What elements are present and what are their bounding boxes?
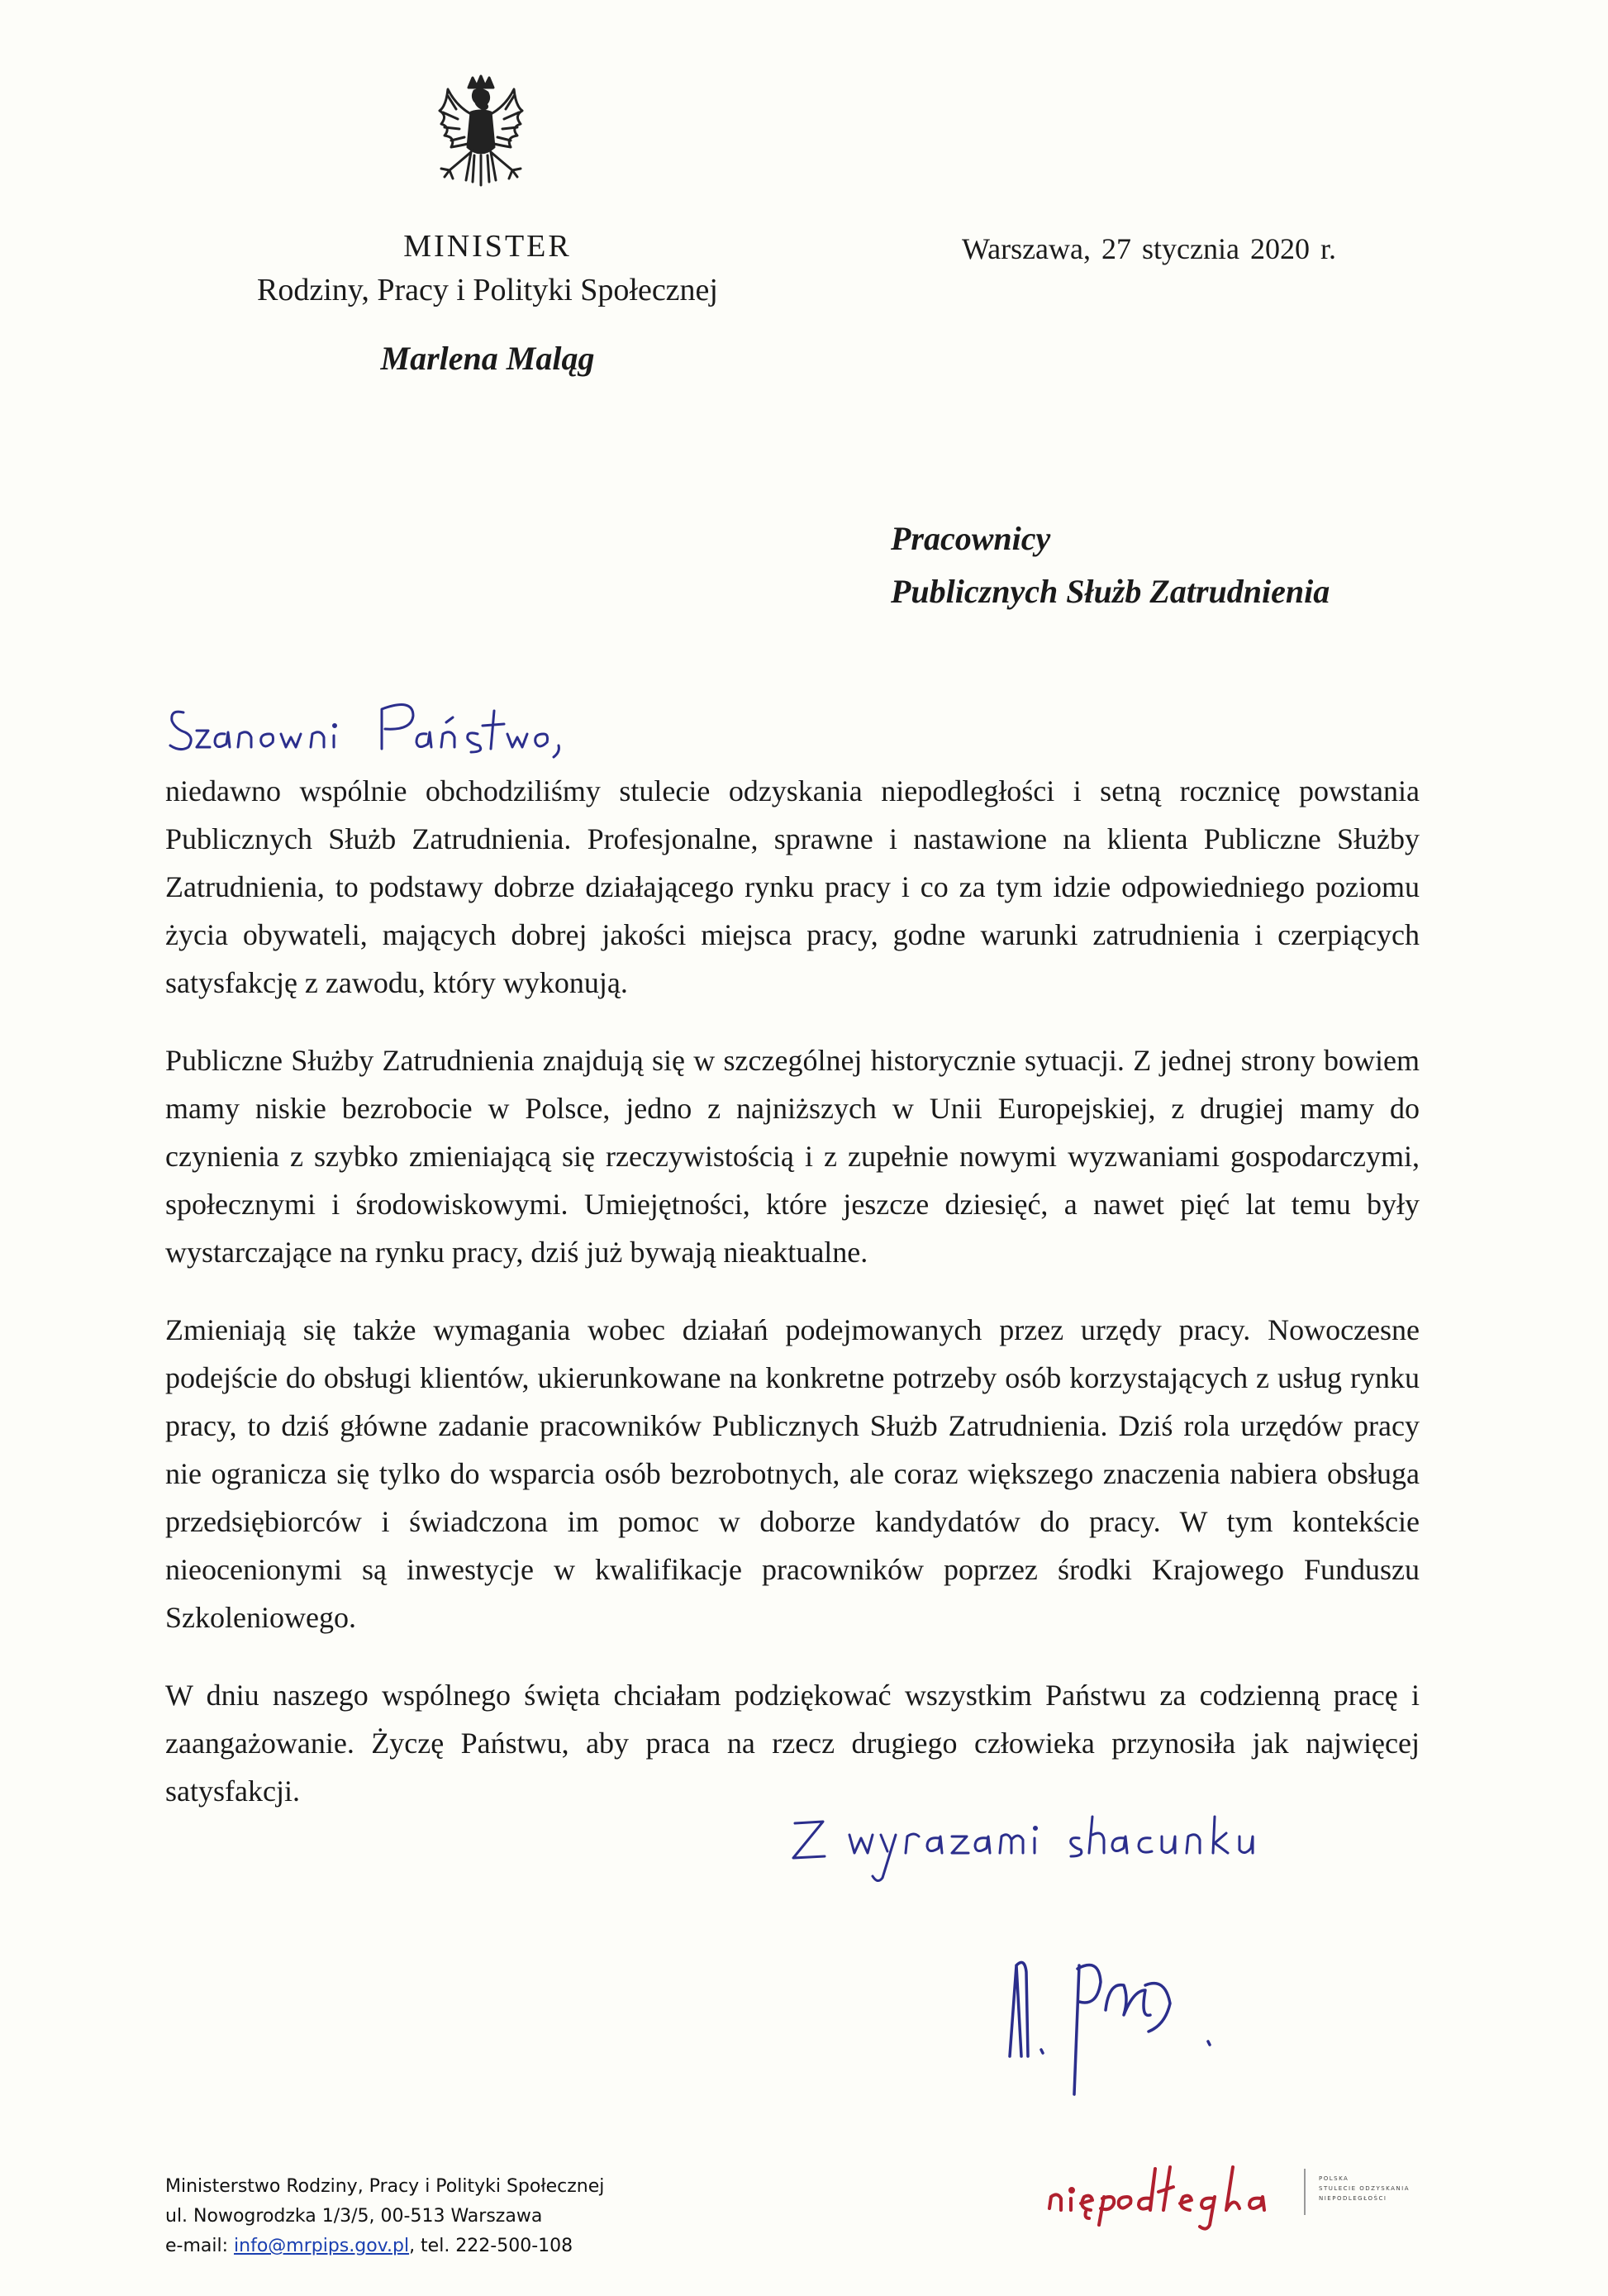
footer-address: ul. Nowogrodzka 1/3/5, 00-513 Warszawa bbox=[165, 2206, 543, 2227]
body-paragraph-3: Zmieniają się także wymagania wobec działań podejmowanych przez urzędy pracy. Nowoczesne podejście do obsługi klientów, ukierunkowane na konkretne potrzeby osób korzystających z usług rynku pracy, to dziś główne zadanie pracowników Publicznych Służb Zatrudnienia. Dziś rola urzędów pracy nie ogranicza się tylko do wsparcia osób bezrobotnych, ale coraz większego znaczenia nabiera obsługa przedsiębiorców i świadczona im pomoc w doborze kandydatów do pracy. W tym kontekście nieocenionymi są inwestycje w kwalifikacje pracowników poprzez środki Krajowego Funduszu Szkoleniowego. bbox=[165, 1313, 1420, 1634]
niepodlegla-wordmark-icon bbox=[1044, 2146, 1292, 2236]
footer-email-label: e-mail: bbox=[165, 2236, 235, 2256]
logo-caption-line-2: STULECIE ODZYSKANIA bbox=[1319, 2185, 1411, 2192]
letterhead-ministry: Rodziny, Pracy i Polityki Społecznej bbox=[257, 273, 718, 307]
body-paragraph-4: W dniu naszego wspólnego święta chciałam podziękować wszystkim Państwu za codzienną pracę i zaangażowanie. Życzę Państwu, aby praca na rzecz drugiego człowieka przynosiła jak najwięcej satysfakcji. bbox=[165, 1679, 1420, 1808]
body-paragraph-1: niedawno wspólnie obchodziliśmy stulecie odzyskania niepodległości i setną rocznicę powstania Publicznych Służb Zatrudnienia. Profesjonalne, sprawne i nastawione na klienta Publiczne Służby Zatrudnienia, to podstawy dobrze działającego rynku pracy i co za tym idzie odpowiedniego poziomu życia obywateli, mających dobrej jakości miejsca pracy, godne warunki zatrudnienia i czerpiących satysfakcję z zawodu, który wykonują. bbox=[165, 774, 1420, 999]
logo-caption-line-3: NIEPODLEGŁOŚCI bbox=[1319, 2195, 1387, 2202]
letter-date: Warszawa, 27 stycznia 2020 r. bbox=[962, 232, 1336, 265]
footer-phone: , tel. 222-500-108 bbox=[409, 2236, 573, 2256]
handwritten-signature bbox=[1000, 1932, 1223, 2098]
letterhead-title: MINISTER bbox=[403, 229, 572, 264]
polish-eagle-emblem-icon bbox=[423, 73, 539, 213]
logo-caption bbox=[1319, 2174, 1410, 2203]
recipient-line-1: Pracownicy bbox=[891, 520, 1051, 557]
handwritten-closing bbox=[785, 1798, 1297, 1898]
footer-email-link[interactable]: info@mrpips.gov.pl bbox=[234, 2236, 410, 2256]
logo-caption-line-1: POLSKA bbox=[1319, 2175, 1349, 2182]
recipient-line-2: Publicznych Służb Zatrudnienia bbox=[891, 573, 1330, 610]
niepodlegla-logo bbox=[1044, 2146, 1433, 2236]
body-paragraph-2: Publiczne Służby Zatrudnienia znajdują się w szczególnej historycznie sytuacji. Z jednej strony bowiem mamy niskie bezrobocie w Polsce, jedno z najniższych w Unii Europejskiej, z drugiej mamy do czynienia z szybko zmieniającą się rzeczywistością i z zupełnie nowymi wyzwaniami gospodarczymi, społecznymi i środowiskowymi. Umiejętności, które jeszcze dziesięć, a nawet pięć lat temu były wystarczające na rynku pracy, dziś już bywają nieaktualne. bbox=[165, 1044, 1420, 1269]
letter-body bbox=[165, 767, 1420, 1845]
recipient-block bbox=[891, 512, 1330, 618]
letterhead bbox=[165, 225, 810, 383]
logo-divider bbox=[1304, 2169, 1306, 2215]
minister-name: Marlena Maląg bbox=[380, 340, 595, 377]
handwritten-salutation bbox=[165, 686, 744, 769]
footer-ministry: Ministerstwo Rodziny, Pracy i Polityki Społecznej bbox=[165, 2176, 605, 2197]
footer-contact-line bbox=[165, 2232, 604, 2261]
footer-contact bbox=[165, 2172, 604, 2261]
